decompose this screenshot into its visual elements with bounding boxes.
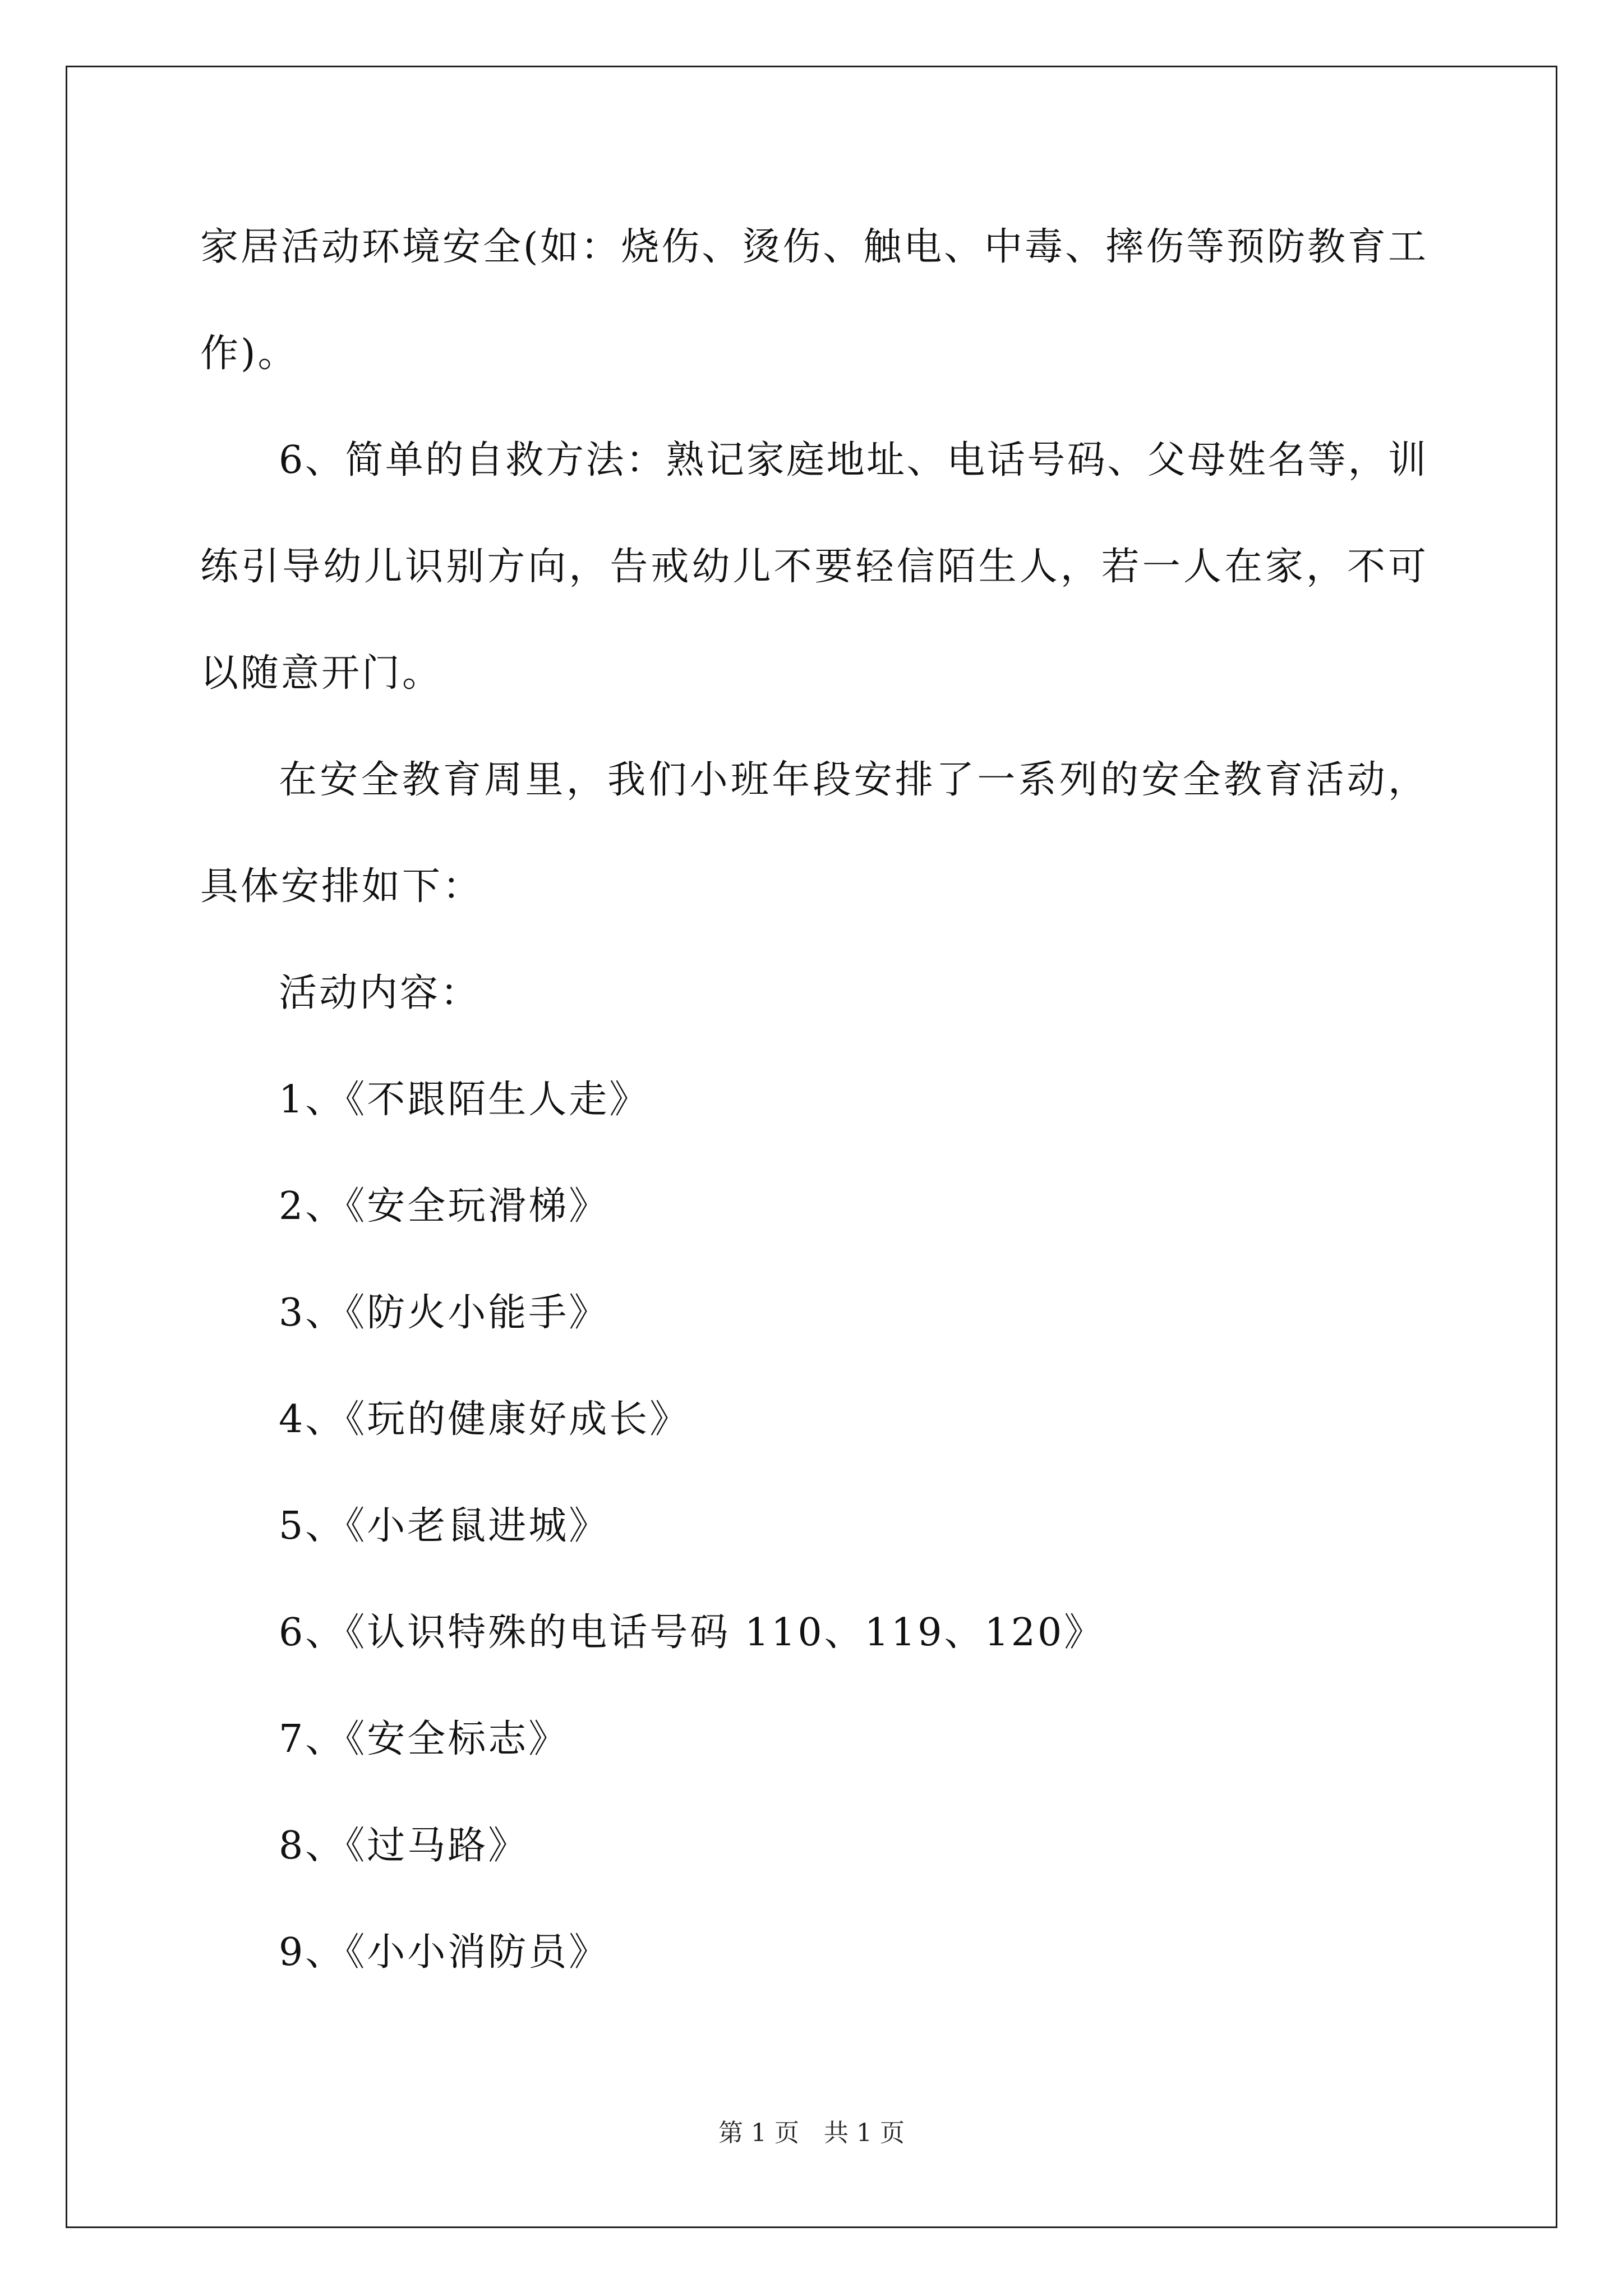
- paragraph-line: 具体安排如下：: [200, 864, 483, 909]
- page-border: [66, 66, 1557, 2228]
- paragraph-line: 练引导幼儿识别方向，告戒幼儿不要轻信陌生人，若一人在家，不可: [200, 545, 1426, 589]
- list-item: 5、《小老鼠进城》: [279, 1504, 610, 1548]
- list-item: 4、《玩的健康好成长》: [279, 1397, 690, 1442]
- paragraph-line: 在安全教育周里，我们小班年段安排了一系列的安全教育活动，: [279, 758, 1426, 802]
- paragraph-line: 作)。: [200, 332, 298, 376]
- paragraph-line: 家居活动环境安全(如：烧伤、烫伤、触电、中毒、摔伤等预防教育工: [200, 225, 1426, 269]
- list-item: 1、《不跟陌生人走》: [279, 1078, 650, 1122]
- paragraph-line: 6、简单的自救方法：熟记家庭地址、电话号码、父母姓名等，训: [279, 438, 1426, 482]
- paragraph-line: 以随意开门。: [200, 651, 443, 696]
- page-footer: 第 1 页 共 1 页: [718, 2119, 905, 2147]
- list-item: 9、《小小消防员》: [279, 1930, 610, 1975]
- list-item: 8、《过马路》: [279, 1824, 529, 1868]
- list-item: 2、《安全玩滑梯》: [279, 1184, 610, 1228]
- list-item: 3、《防火小能手》: [279, 1291, 610, 1335]
- activities-heading: 活动内容：: [279, 971, 481, 1015]
- list-item: 6、《认识特殊的电话号码 110、119、120》: [279, 1611, 1105, 1655]
- list-item: 7、《安全标志》: [279, 1717, 569, 1761]
